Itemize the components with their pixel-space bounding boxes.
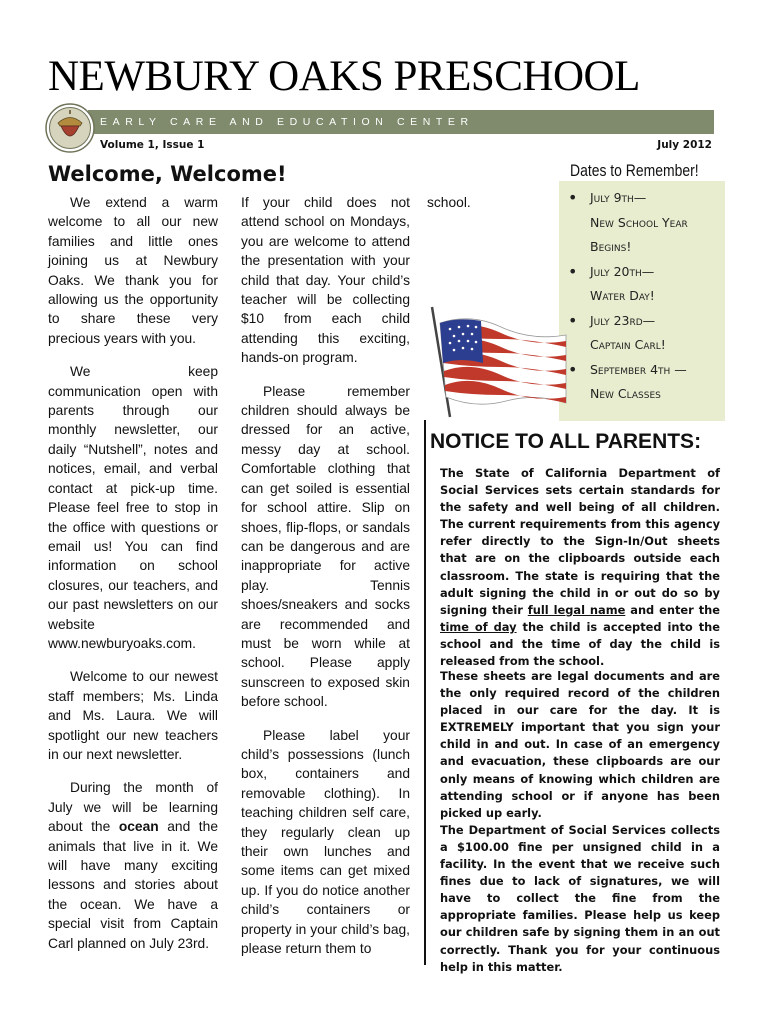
list-item: • July 9th— New School Year Begins! xyxy=(566,186,722,260)
notice-title: NOTICE TO ALL PARENTS: xyxy=(430,430,702,453)
dates-title: Dates to Remember! xyxy=(570,161,699,180)
list-item: • September 4th — New Classes xyxy=(566,358,722,407)
article-column-3 xyxy=(427,193,557,212)
ocean-emphasis: ocean xyxy=(118,819,159,835)
staff-paragraph: Welcome to our newest staff members; Ms. Linda and Ms. Laura. We will spotlight our new teachers in our next newsletter. xyxy=(48,669,218,762)
american-flag-icon xyxy=(426,305,571,420)
dates-list xyxy=(566,186,722,407)
tagline: EARLY CARE AND EDUCATION CENTER xyxy=(100,116,474,128)
notice-paragraph-requirements: The State of California Department of Social Services sets certain standards for the safety and well being of all children. The current requirements from this agency refer directly to the Sign-In/Out sheets that are on the clipboards outside each classroom. The state is requiring that the adult signing the child in or out do so by signing their full legal name and enter the time of day the child is accepted into the school and the time of day the child is released from the school. xyxy=(440,466,720,669)
clothing-paragraph: Please remember children should always be dressed for an active, messy day at school. Comfortable clothing that can get soiled is essential for school attire. Slip on shoes, flip-flops, or sandals can be dangerous and are inappropriate for active play. Tennis shoes/sneakers and socks are recommended and must be worn while at school. Please apply sunscreen to exposed skin before school. xyxy=(241,383,410,710)
notice-paragraphs-legal xyxy=(440,668,720,976)
acorn-logo-icon xyxy=(45,103,95,153)
legal-documents-paragraph: These sheets are legal documents and are the only required record of the children placed in our care for the day. It is EXTREMELY important that you sign your child in and out. In case of an emergency and evacuation, these clipboards are our only means of knowing which children are attending school or if anyone has been picked up early. xyxy=(440,669,720,820)
article-column-2 xyxy=(241,193,410,972)
communication-paragraph: We keep communication open with parents through our monthly newsletter, our daily “Nutshell”, notes and notices, email, and verbal contact at pick-up time. Please feel free to stop in the office with questions or email us! You can find information on school closures, our teachers, and our past newsletters on our website www.newburyoaks.com. xyxy=(48,364,218,651)
notice-divider xyxy=(424,420,426,965)
labels-paragraph-continued: school. xyxy=(427,195,471,210)
newsletter-title: NEWBURY OAKS PRESCHOOL xyxy=(48,53,640,100)
volume-issue: Volume 1, Issue 1 xyxy=(100,139,205,151)
labels-paragraph: Please label your child’s possessions (lunch box, containers and removable clothing). In teaching children self care, they regularly clean up their own lunches and some items can get mixed up. If you do notice another child’s containers or property in your child’s bag, please return them to xyxy=(241,727,410,957)
issue-date: July 2012 xyxy=(657,139,712,151)
welcome-paragraph: We extend a warm welcome to all our new families and little ones joining us at Newbury Oaks. We thank you for allowing us the opportunity to share these very precious years with you. xyxy=(48,195,218,346)
welcome-heading: Welcome, Welcome! xyxy=(48,162,287,186)
ocean-paragraph: During the month of July we will be learning about the ocean and the animals that live in it. We will have many exciting lessons and stories about the ocean. We have a special visit from Captain Carl planned on July 23rd. xyxy=(48,780,218,951)
fine-paragraph: The Department of Social Services collects a $100.00 fine per unsigned child in a facility. In the event that we receive such fines due to lack of signatures, we will have to collect the fine from the appropriate families. Please help us keep our children safe by signing them in an out correctly. Thank you for your continuous help in this matter. xyxy=(440,822,720,974)
ocean-paragraph-continued: If your child does not attend school on Mondays, you are welcome to attend the presentation with your child that day. Your child’s teacher will be collecting $10 from each child attending this exciting, hands-on program. xyxy=(241,195,410,366)
article-column-1 xyxy=(48,193,218,967)
list-item: • July 20th— Water Day! xyxy=(566,260,722,309)
list-item: • July 23rd— Captain Carl! xyxy=(566,309,722,358)
